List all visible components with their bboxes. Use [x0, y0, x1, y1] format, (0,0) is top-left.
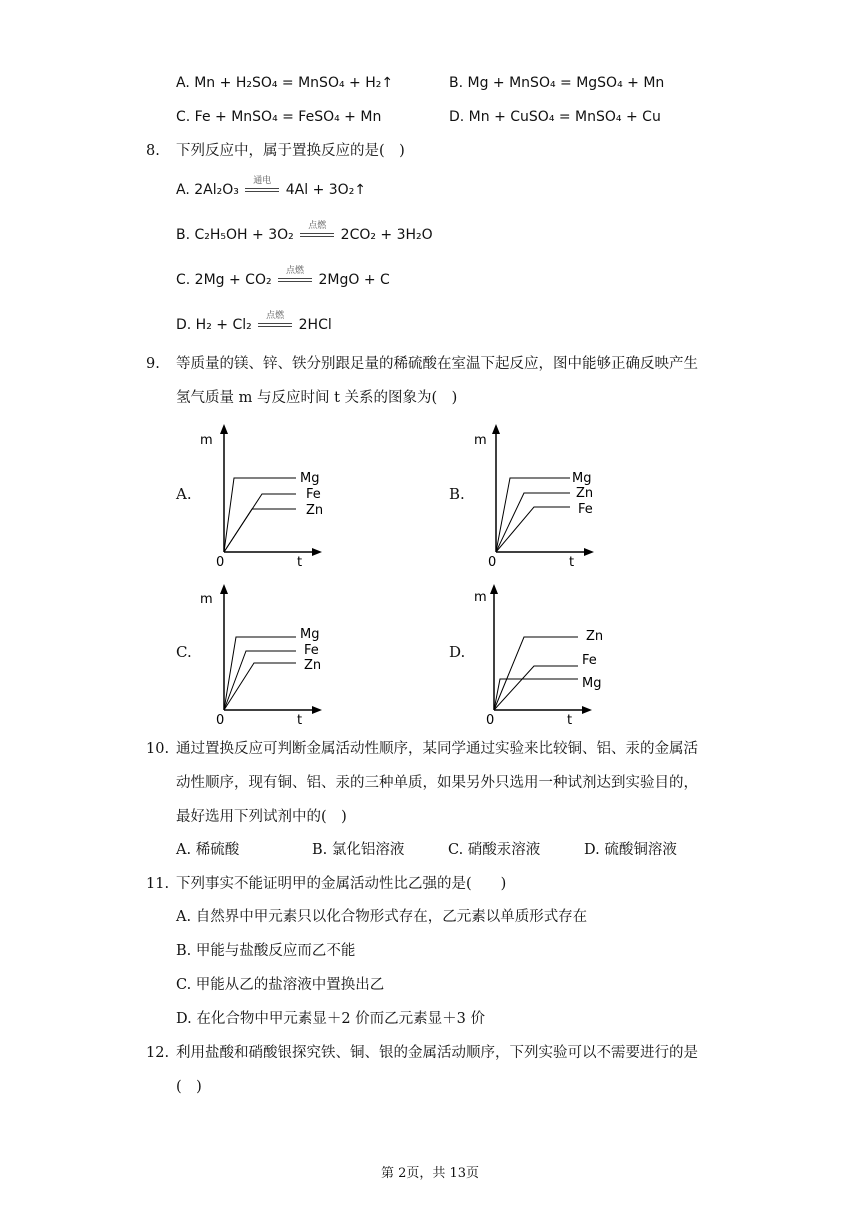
graph-d-xlabel: t: [567, 713, 573, 728]
q8-c-reactants: C. 2Mg + CO₂: [176, 272, 272, 288]
q11-stem: 下列事实不能证明甲的金属活动性比乙强的是( ): [176, 876, 507, 892]
graph-b-zn-line: [496, 493, 570, 552]
graph-b-series-3: Fe: [578, 502, 593, 517]
q8-a-products: 4Al + 3O₂↑: [285, 182, 367, 198]
graph-c-series-1: Mg: [300, 627, 320, 642]
graph-a-xlabel: t: [297, 555, 303, 570]
q11-option-c: C. 甲能从乙的盐溶液中置换出乙: [176, 977, 385, 993]
page-footer: 第 2页，共 13页: [380, 1166, 480, 1181]
q8-option-d: [176, 311, 332, 335]
graph-d-letter: D.: [449, 643, 466, 661]
q11-option-b: B. 甲能与盐酸反应而乙不能: [176, 943, 356, 959]
graph-d: [468, 580, 618, 730]
reaction-condition: [258, 311, 292, 335]
q10-stem-line1: 通过置换反应可判断金属活动性顺序，某同学通过实验来比较铜、铝、汞的金属活: [176, 741, 698, 757]
graph-a-zn-line: [224, 509, 296, 552]
graph-c-series-3: Zn: [304, 658, 322, 673]
condition-label: 点燃: [266, 311, 285, 321]
graph-c-letter: C.: [176, 643, 192, 661]
graph-d-series-3: Mg: [582, 676, 602, 691]
graph-a-origin: 0: [216, 555, 225, 570]
graph-b-ylabel: m: [474, 433, 487, 448]
q12-stem-line1: 利用盐酸和硝酸银探究铁、铜、银的金属活动顺序，下列实验可以不需要进行的是: [176, 1045, 698, 1061]
graph-d-series-1: Zn: [586, 629, 604, 644]
reaction-condition: [278, 266, 312, 290]
graph-c-zn-line: [224, 663, 296, 710]
graph-a: [196, 420, 346, 570]
q7-option-c: C. Fe + MnSO₄ = FeSO₄ + Mn: [176, 109, 382, 125]
q11-number: 11.: [146, 876, 170, 892]
q10-option-a: A. 稀硫酸: [176, 842, 240, 858]
q12-number: 12.: [146, 1045, 170, 1061]
reaction-condition: [245, 176, 279, 200]
graph-d-series-2: Fe: [582, 653, 597, 668]
graph-c-origin: 0: [216, 713, 225, 728]
graph-a-series-3: Zn: [306, 503, 324, 518]
graph-b-xlabel: t: [569, 555, 575, 570]
q7-option-d: D. Mn + CuSO₄ = MnSO₄ + Cu: [449, 109, 661, 125]
graph-a-fe-line: [224, 494, 296, 552]
graph-b-mg-line: [496, 478, 570, 552]
graph-c-series-2: Fe: [304, 643, 319, 658]
graph-a-series-2: Fe: [306, 487, 321, 502]
graph-b-origin: 0: [488, 555, 497, 570]
q9-number: 9.: [146, 356, 160, 372]
condition-label: 点燃: [286, 266, 305, 276]
q10-option-c: C. 硝酸汞溶液: [448, 842, 541, 858]
condition-label: 点燃: [308, 221, 327, 231]
condition-label: 通电: [253, 176, 272, 186]
graph-d-fe-line: [494, 666, 578, 710]
q8-a-reactants: A. 2Al₂O₃: [176, 182, 239, 198]
q10-option-d: D. 硫酸铜溶液: [584, 842, 677, 858]
graph-b: [468, 420, 618, 570]
graph-d-mg-line: [494, 679, 578, 710]
q10-option-b: B. 氯化铝溶液: [312, 842, 405, 858]
graph-b-series-2: Zn: [576, 486, 594, 501]
q8-option-a: [176, 176, 367, 200]
q8-d-products: 2HCl: [298, 317, 332, 333]
graph-d-ylabel: m: [474, 590, 487, 605]
q8-c-products: 2MgO + C: [318, 272, 390, 288]
q10-stem-line3: 最好选用下列试剂中的( ): [176, 809, 347, 825]
graph-d-origin: 0: [486, 713, 495, 728]
q8-d-reactants: D. H₂ + Cl₂: [176, 317, 252, 333]
q8-stem: 下列反应中，属于置换反应的是( ): [176, 143, 405, 159]
q11-option-a: A. 自然界中甲元素只以化合物形式存在，乙元素以单质形式存在: [176, 909, 588, 925]
graph-a-mg-line: [224, 478, 296, 552]
q10-number: 10.: [146, 741, 170, 757]
q12-stem-line2: ( ): [176, 1079, 202, 1095]
graph-d-zn-line: [494, 637, 578, 710]
q8-option-b: [176, 221, 433, 245]
graph-c-fe-line: [224, 651, 296, 710]
q9-stem-line1: 等质量的镁、锌、铁分别跟足量的稀硫酸在室温下起反应，图中能够正确反映产生: [176, 356, 698, 372]
graph-a-series-1: Mg: [300, 471, 320, 486]
q8-b-products: 2CO₂ + 3H₂O: [340, 227, 433, 243]
q8-b-reactants: B. C₂H₅OH + 3O₂: [176, 227, 294, 243]
q7-option-b: B. Mg + MnSO₄ = MgSO₄ + Mn: [449, 75, 665, 91]
graph-c: [196, 580, 346, 730]
graph-b-series-1: Mg: [572, 471, 592, 486]
q10-stem-line2: 动性顺序，现有铜、铝、汞的三种单质，如果另外只选用一种试剂达到实验目的，: [176, 775, 698, 791]
reaction-condition: [300, 221, 334, 245]
graph-a-ylabel: m: [200, 433, 213, 448]
q11-option-d: D. 在化合物中甲元素显＋2 价而乙元素显＋3 价: [176, 1011, 485, 1027]
graph-c-ylabel: m: [200, 592, 213, 607]
q9-stem-line2: 氢气质量 m 与反应时间 t 关系的图象为( ): [176, 390, 458, 406]
graph-b-letter: B.: [449, 485, 465, 503]
graph-a-letter: A.: [176, 485, 192, 503]
q8-number: 8.: [146, 143, 160, 159]
graph-c-mg-line: [224, 637, 296, 710]
q7-option-a: A. Mn + H₂SO₄ = MnSO₄ + H₂↑: [176, 75, 394, 91]
graph-c-xlabel: t: [297, 713, 303, 728]
q8-option-c: [176, 266, 390, 290]
